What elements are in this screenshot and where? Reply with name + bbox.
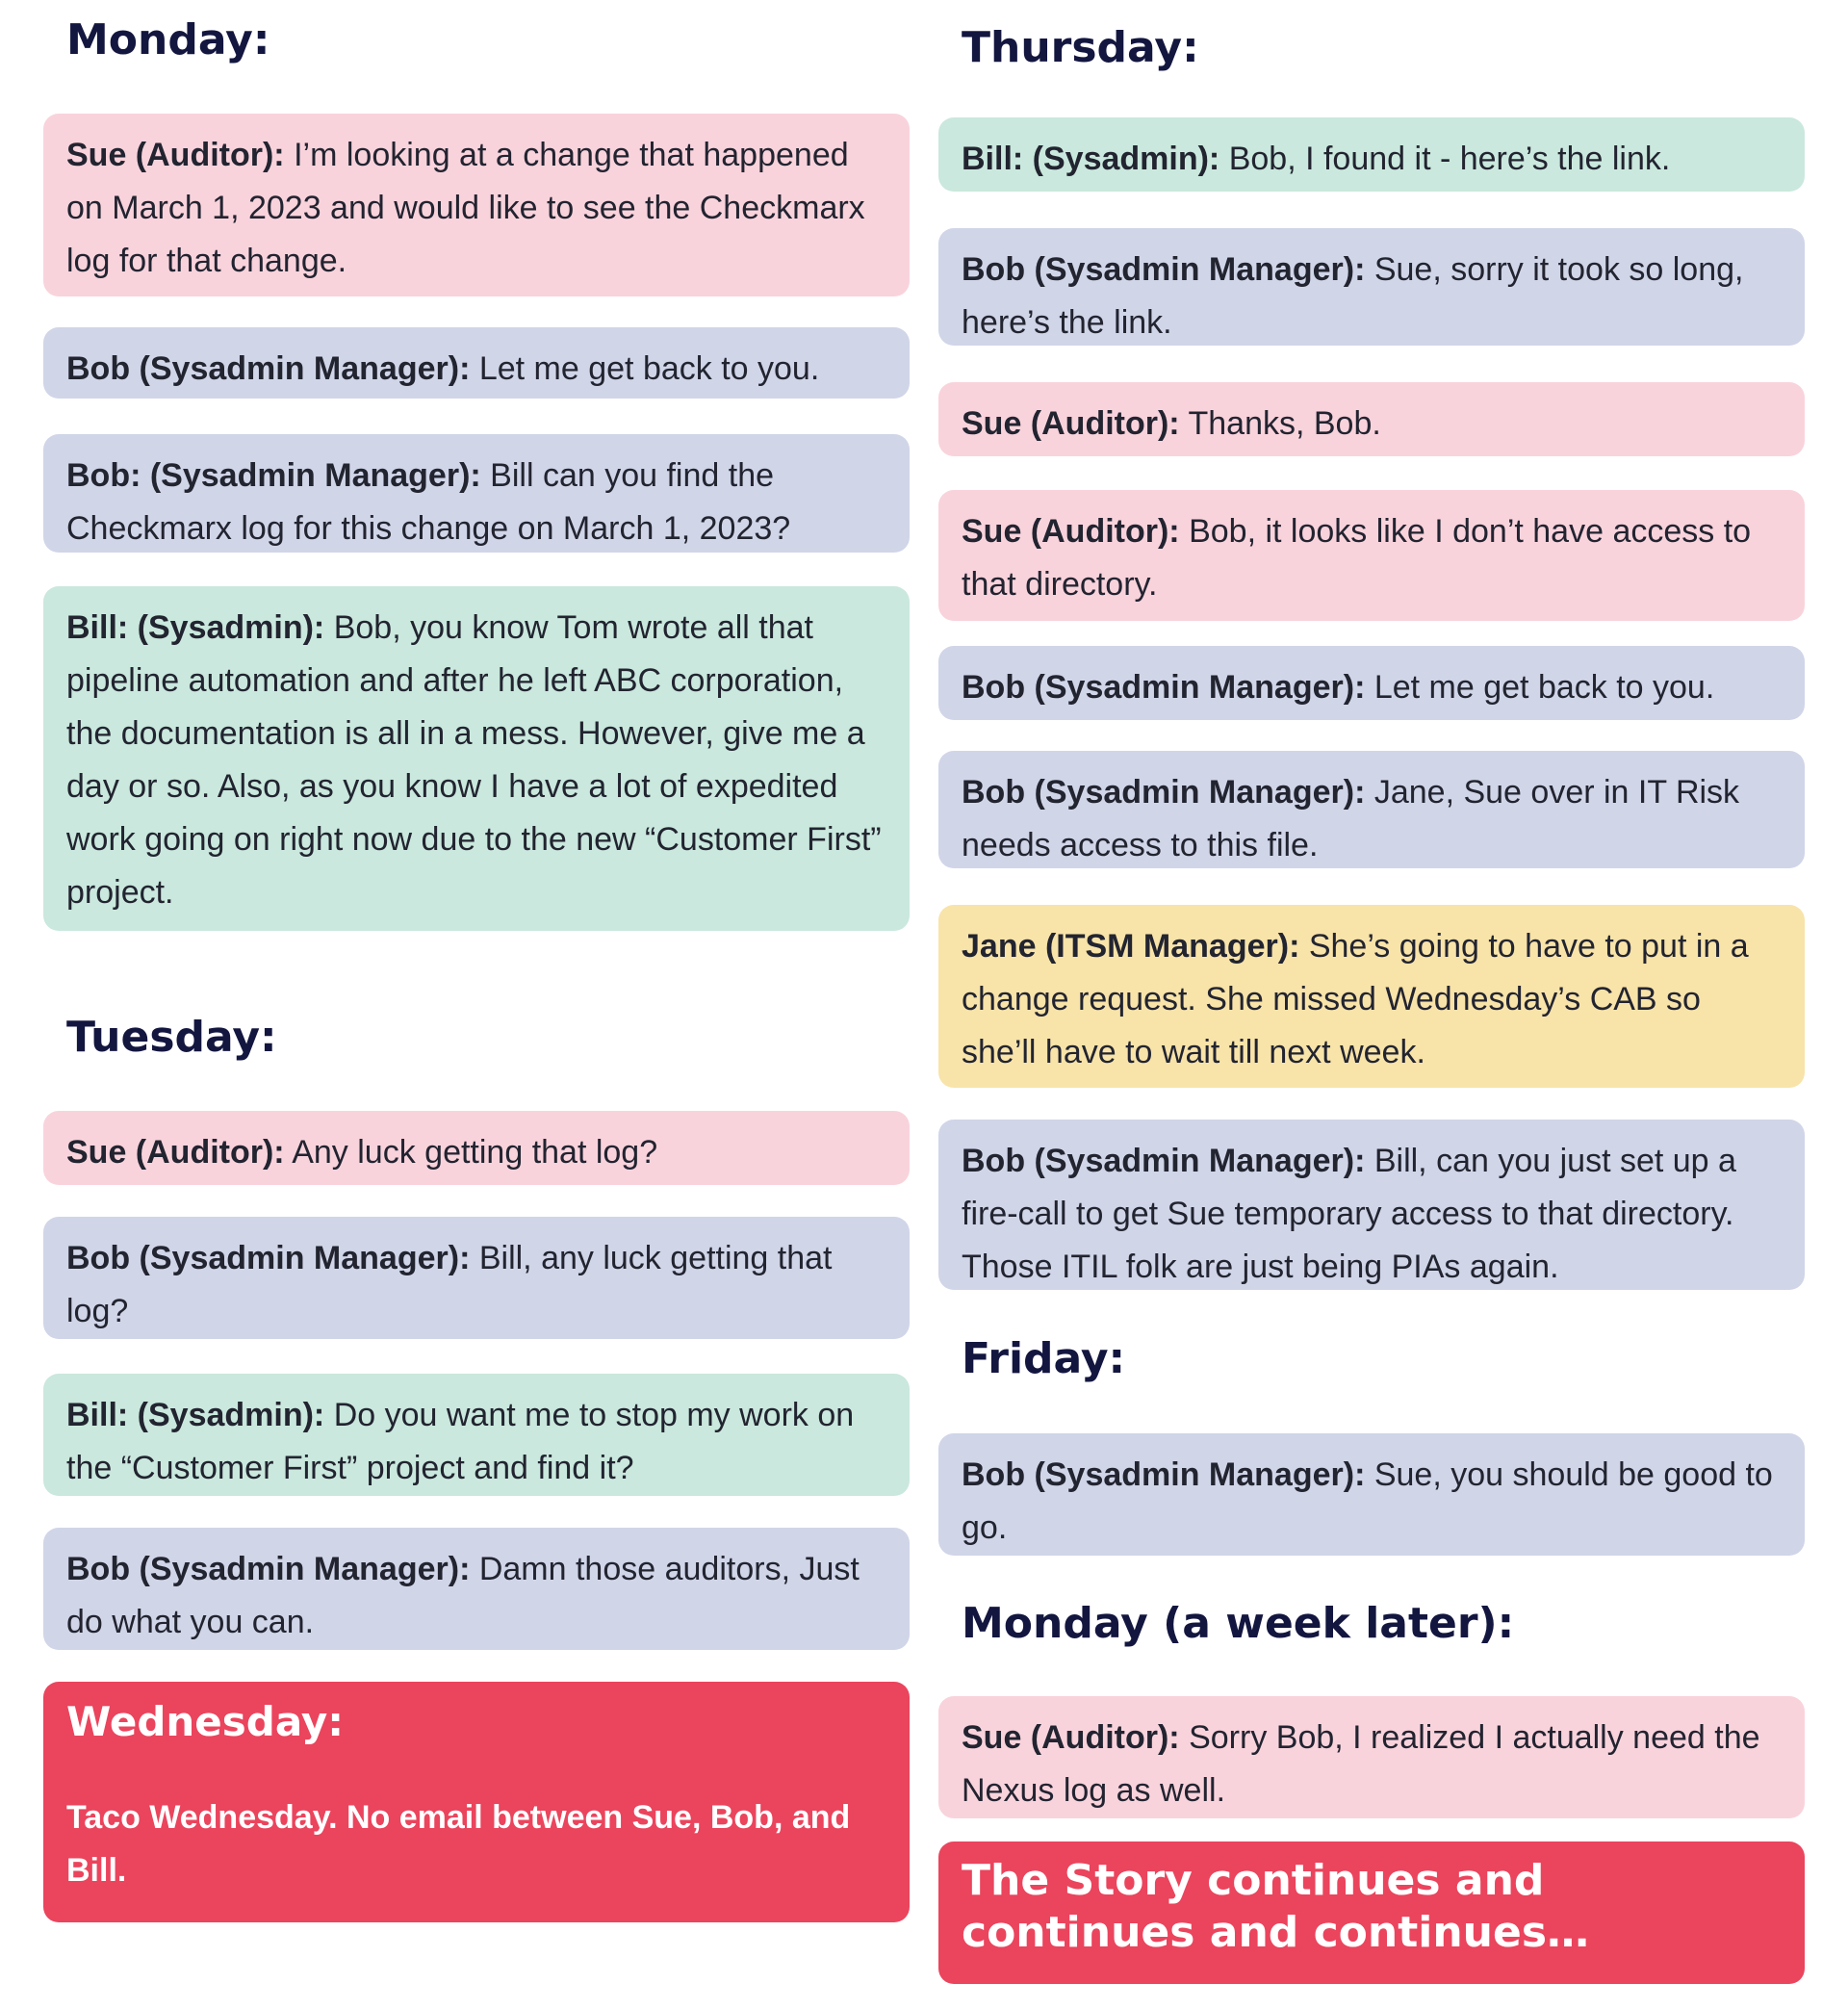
speaker-name: Bob (Sysadmin Manager): [66, 1551, 471, 1587]
speaker-name: Bob (Sysadmin Manager): [962, 251, 1366, 288]
message-bubble [938, 1433, 1805, 1556]
speaker-name: Jane (ITSM Manager): [962, 928, 1300, 965]
speaker-name: Bob (Sysadmin Manager): [962, 1456, 1366, 1493]
wednesday-note: Taco Wednesday. No email between Sue, Bob, and Bill. [66, 1799, 851, 1889]
message-bubble [938, 1696, 1805, 1818]
speaker-name: Bob (Sysadmin Manager): [962, 1143, 1366, 1179]
speaker-name: Bill: (Sysadmin): [962, 141, 1220, 177]
message-text: I’m looking at a change that happened on March 1, 2023 and would like to see the Checkmarx log for that change. [66, 137, 865, 279]
speaker-name: Bill: (Sysadmin): [66, 1397, 325, 1433]
speaker-name: Sue (Auditor): [66, 1134, 285, 1171]
message-bubble [938, 1120, 1805, 1290]
message-text: Bob, I found it - here’s the link. [1228, 141, 1671, 177]
speaker-name: Bill: (Sysadmin): [66, 609, 325, 646]
speaker-name: Bob (Sysadmin Manager): [66, 350, 471, 387]
message-text: Any luck getting that log? [292, 1134, 658, 1171]
message-text: Sue, sorry it took so long, here’s the link. [962, 251, 1744, 341]
message-text: Do you want me to stop my work on the “Customer First” project and find it? [66, 1397, 855, 1486]
speaker-name: Bob (Sysadmin Manager): [962, 774, 1366, 811]
day-heading-monday: Monday: [66, 15, 270, 64]
message-bubble [43, 1374, 910, 1496]
message-text: Sorry Bob, I realized I actually need the Nexus log as well. [962, 1719, 1760, 1809]
message-bubble [938, 490, 1805, 621]
message-text: Let me get back to you. [1373, 669, 1715, 706]
message-bubble [938, 905, 1805, 1088]
message-bubble [938, 117, 1805, 192]
closing-banner [938, 1842, 1805, 1984]
message-bubble [43, 1528, 910, 1650]
message-text: Jane, Sue over in IT Risk needs access to this file. [962, 774, 1740, 863]
speaker-name: Sue (Auditor): [66, 137, 285, 173]
message-text: Damn those auditors, Just do what you can. [66, 1551, 860, 1640]
message-text: Bob, you know Tom wrote all that pipeline automation and after he left ABC corporation, the documentation is all in a mess. However, give me a day or so. Also, as you know I have a lot of expedited work going on right now due to the new “Customer First” project. [66, 609, 882, 911]
message-text: Bob, it looks like I don’t have access to that directory. [962, 513, 1752, 603]
message-bubble [938, 646, 1805, 720]
message-text: Let me get back to you. [478, 350, 820, 387]
speaker-name: Sue (Auditor): [962, 1719, 1180, 1756]
day-heading-wednesday: Wednesday: [66, 1698, 345, 1745]
speaker-name: Sue (Auditor): [962, 513, 1180, 550]
message-bubble [43, 327, 910, 399]
message-text: Bill, can you just set up a fire-call to get Sue temporary access to that directory. Those ITIL folk are just being PIAs again. [962, 1143, 1736, 1285]
message-bubble [938, 382, 1805, 456]
message-text: Bill, any luck getting that log? [66, 1240, 833, 1329]
day-heading-monday-later: Monday (a week later): [962, 1599, 1515, 1648]
message-text: Sue, you should be good to go. [962, 1456, 1773, 1546]
speaker-name: Sue (Auditor): [962, 405, 1180, 442]
day-heading-friday: Friday: [962, 1334, 1126, 1383]
speaker-name: Bob (Sysadmin Manager): [66, 1240, 471, 1276]
message-bubble [43, 434, 910, 553]
message-bubble [43, 114, 910, 296]
wednesday-banner [43, 1682, 910, 1922]
message-bubble [938, 228, 1805, 346]
message-bubble [43, 1217, 910, 1339]
speaker-name: Bob: (Sysadmin Manager): [66, 457, 481, 494]
message-text: She’s going to have to put in a change request. She missed Wednesday’s CAB so she’ll have to wait till next week. [962, 928, 1749, 1070]
message-bubble [43, 586, 910, 931]
day-heading-tuesday: Tuesday: [66, 1013, 277, 1062]
message-text: Bill can you find the Checkmarx log for this change on March 1, 2023? [66, 457, 791, 547]
closing-text: The Story continues and continues and continues… [962, 1856, 1590, 1957]
speaker-name: Bob (Sysadmin Manager): [962, 669, 1366, 706]
day-heading-thursday: Thursday: [962, 23, 1199, 72]
message-bubble [938, 751, 1805, 868]
message-bubble [43, 1111, 910, 1185]
message-text: Thanks, Bob. [1188, 405, 1381, 442]
